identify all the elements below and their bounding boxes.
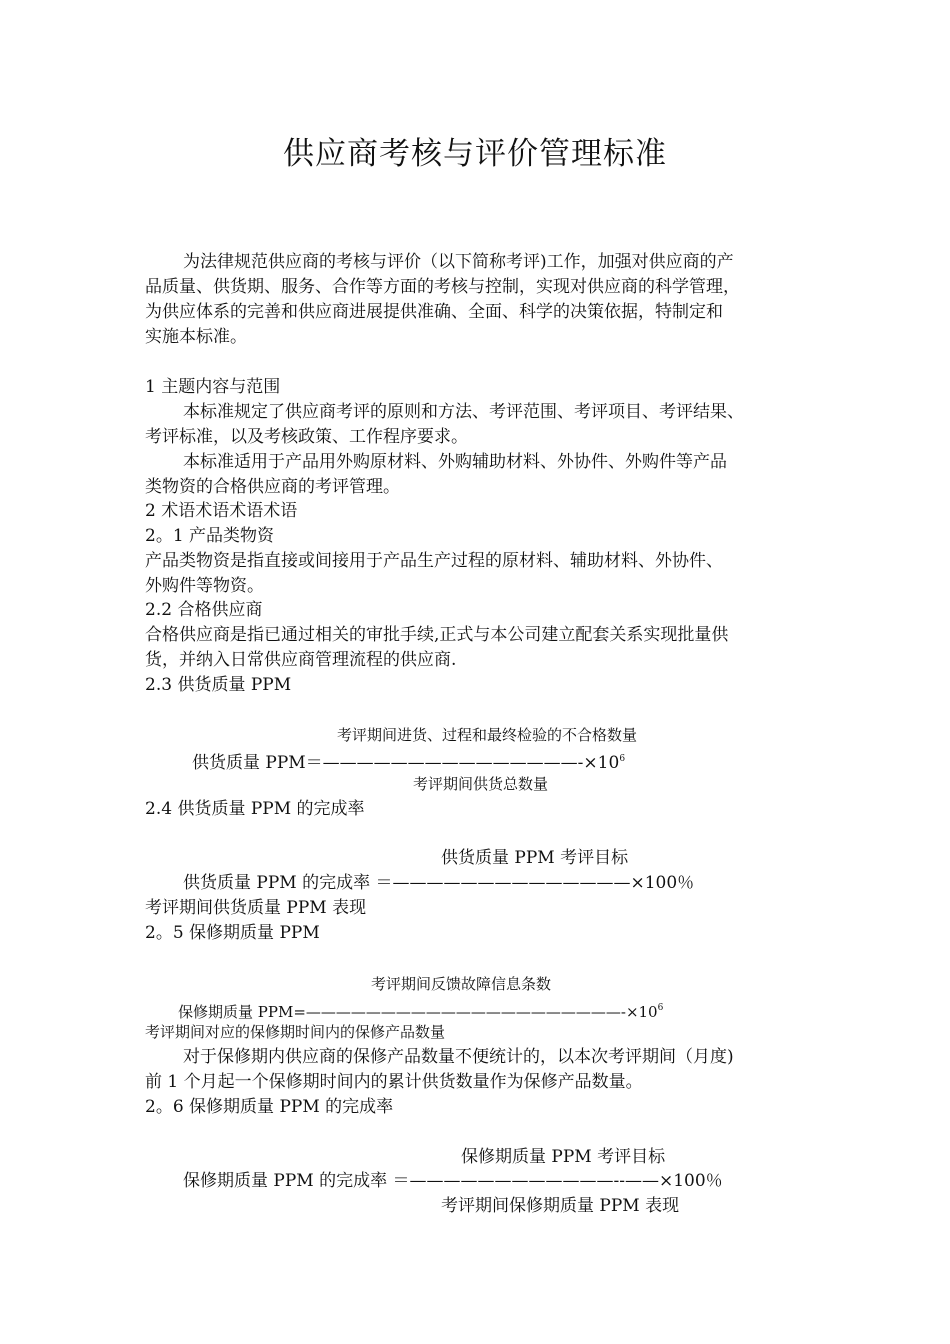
formula-2-6-line: 保修期质量 PPM 的完成率 ＝————————————--——×100％ bbox=[183, 1171, 723, 1191]
def-2-1-heading: 2。1 产品类物资 bbox=[145, 526, 275, 546]
formula-2-5-denominator: 考评期间对应的保修期时间内的保修产品数量 bbox=[145, 1023, 446, 1041]
section-1-p1-line-1: 本标准规定了供应商考评的原则和方法、考评范围、考评项目、考评结果、 bbox=[183, 402, 744, 422]
def-2-5-heading: 2。5 保修期质量 PPM bbox=[145, 923, 320, 943]
intro-line-4: 实施本标准。 bbox=[145, 327, 247, 347]
intro-line-3: 为供应体系的完善和供应商进展提供准确、全面、科学的决策依据，特制定和 bbox=[145, 302, 723, 322]
def-2-3-heading: 2.3 供货质量 PPM bbox=[145, 675, 292, 695]
formula-2-6-numerator: 保修期质量 PPM 考评目标 bbox=[461, 1147, 666, 1167]
def-2-2-heading: 2.2 合格供应商 bbox=[145, 600, 263, 620]
def-2-5-note-line-1: 对于保修期内供应商的保修产品数量不便统计的，以本次考评期间（月度) bbox=[183, 1047, 734, 1067]
section-1-p2-line-1: 本标准适用于产品用外购原材料、外购辅助材料、外协件、外购件等产品 bbox=[183, 452, 727, 472]
section-1-p2-line-2: 类物资的合格供应商的考评管理。 bbox=[145, 477, 400, 497]
def-2-5-note-line-2: 前 1 个月起一个保修期时间内的累计供货数量作为保修产品数量。 bbox=[145, 1072, 643, 1092]
def-2-2-line-1: 合格供应商是指已通过相关的审批手续,正式与本公司建立配套关系实现批量供 bbox=[145, 625, 729, 645]
formula-2-4-numerator: 供货质量 PPM 考评目标 bbox=[441, 848, 629, 868]
section-2-heading: 2 术语术语术语术语 bbox=[145, 501, 298, 521]
formula-2-5-line: 保修期质量 $PPM=—————————————————————-\times 10^6$ bbox=[178, 1003, 664, 1021]
section-1-heading: 1 主题内容与范围 bbox=[145, 377, 281, 397]
formula-2-4-line: 供货质量 PPM 的完成率 ＝——————————————×100％ bbox=[183, 873, 695, 893]
formula-2-3-denominator: 考评期间供货总数量 bbox=[413, 775, 549, 793]
formula-2-4-denominator: 考评期间供货质量 PPM 表现 bbox=[145, 898, 367, 918]
intro-line-1: 为法律规范供应商的考核与评价（以下简称考评)工作，加强对供应商的产 bbox=[183, 252, 734, 272]
document-title: 供应商考核与评价管理标准 bbox=[283, 136, 667, 172]
formula-2-5-numerator: 考评期间反馈故障信息条数 bbox=[371, 975, 552, 993]
formula-2-6-denominator: 考评期间保修期质量 PPM 表现 bbox=[441, 1196, 680, 1216]
intro-line-2: 品质量、供货期、服务、合作等方面的考核与控制，实现对供应商的科学管理， bbox=[145, 277, 740, 297]
def-2-4-heading: 2.4 供货质量 PPM 的完成率 bbox=[145, 799, 365, 819]
def-2-2-line-2: 货，并纳入日常供应商管理流程的供应商. bbox=[145, 650, 457, 670]
formula-2-3-line: 供货质量 $PPM=———————————————-\times 10^6$ bbox=[192, 753, 626, 773]
section-1-p1-line-2: 考评标准，以及考核政策、工作程序要求。 bbox=[145, 427, 468, 447]
def-2-1-line-2: 外购件等物资。 bbox=[145, 576, 264, 596]
def-2-1-line-1: 产品类物资是指直接或间接用于产品生产过程的原材料、辅助材料、外协件、 bbox=[145, 551, 723, 571]
formula-2-3-numerator: 考评期间进货、过程和最终检验的不合格数量 bbox=[337, 726, 638, 744]
def-2-6-heading: 2。6 保修期质量 PPM 的完成率 bbox=[145, 1097, 394, 1117]
